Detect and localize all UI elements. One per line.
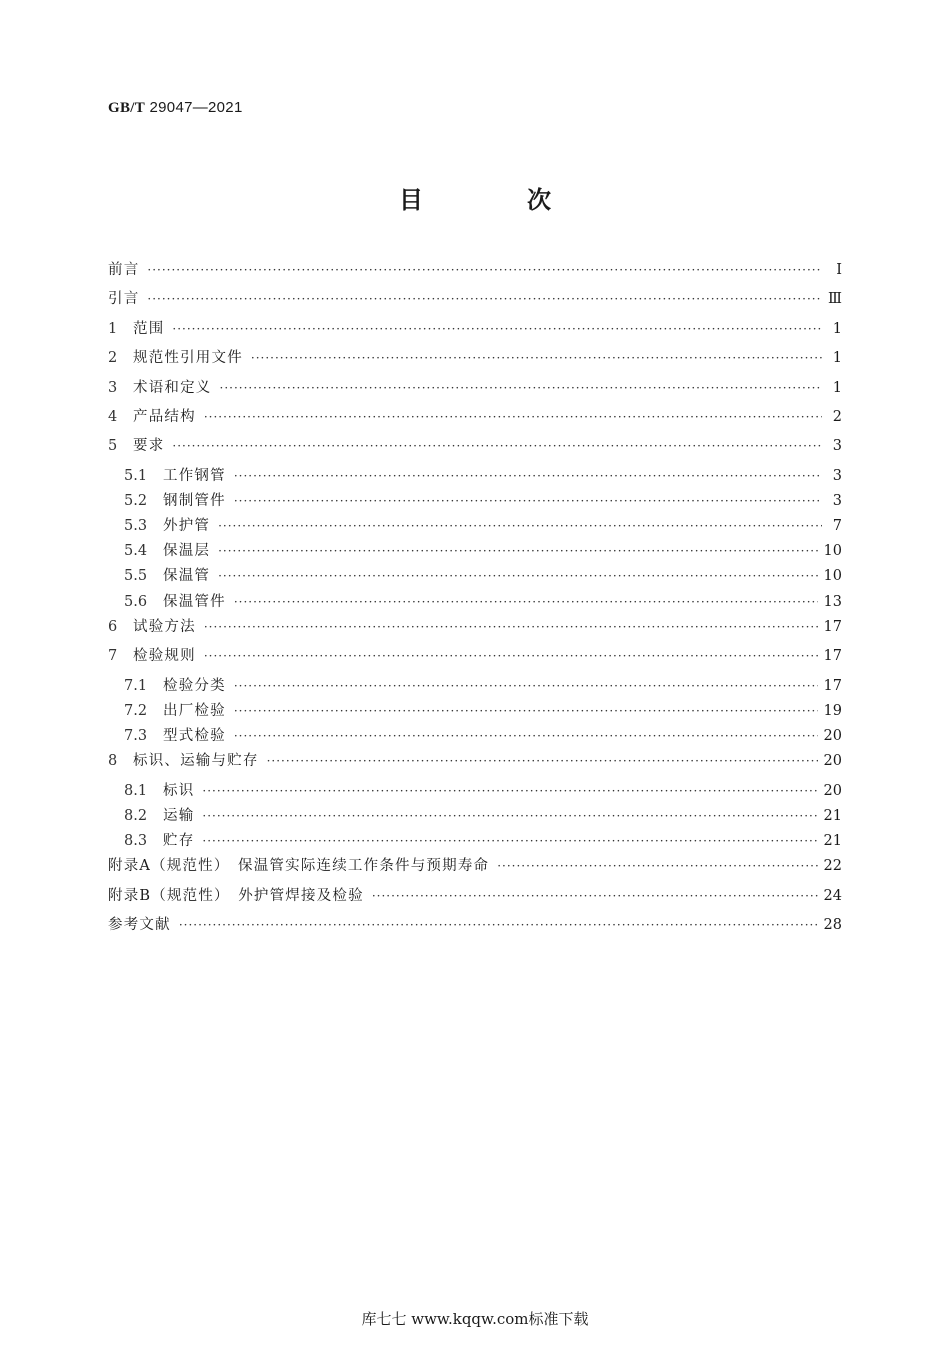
- toc-leader-dots: [218, 544, 817, 558]
- toc-entry-page: 22: [823, 858, 842, 875]
- toc-entry-page: 19: [823, 702, 842, 719]
- toc-entry-page: 10: [823, 543, 842, 560]
- toc-entry[interactable]: [108, 884, 842, 913]
- toc-leader-dots: [204, 620, 818, 634]
- toc-entry-label: 运输: [163, 807, 195, 824]
- toc-entry-number: 5.2: [124, 492, 148, 509]
- toc-entry-label: 贮存: [163, 832, 195, 849]
- toc-entry-number: 5.4: [124, 543, 148, 560]
- footer-watermark: 库七七 www.kqqw.com标准下载: [361, 1310, 589, 1328]
- toc-entry-page: 28: [823, 916, 842, 933]
- toc-entry[interactable]: [108, 317, 842, 346]
- toc-entry-label: 引言: [108, 291, 140, 308]
- toc-entry-label: 要求: [133, 438, 165, 455]
- toc-entry-page: 10: [823, 568, 842, 585]
- toc-leader-dots: [234, 704, 818, 718]
- toc-entry-label: 前言: [108, 262, 140, 278]
- toc-entry[interactable]: [108, 749, 842, 778]
- toc-entry-page: 17: [823, 618, 842, 635]
- toc-entry-page: 17: [823, 677, 842, 694]
- toc-entry-label: 范围: [133, 320, 165, 337]
- toc-entry-label: 型式检验: [163, 728, 226, 745]
- toc-entry-number: 1: [108, 320, 118, 337]
- toc-entry-page: 21: [823, 807, 842, 824]
- toc-leader-dots: [202, 834, 817, 848]
- toc-entry[interactable]: [108, 489, 842, 514]
- toc-leader-dots: [147, 292, 822, 306]
- toc-entry-page: 2: [832, 408, 842, 425]
- toc-entry-label: 试验方法: [133, 618, 196, 635]
- toc-leader-dots: [251, 351, 822, 365]
- toc-leader-dots: [179, 918, 818, 932]
- toc-leader-dots: [218, 519, 822, 533]
- toc-entry[interactable]: [108, 615, 842, 644]
- toc-entry[interactable]: [108, 913, 842, 942]
- toc-entry-number: 5.3: [124, 518, 148, 535]
- standard-code: [108, 99, 243, 117]
- toc-entry-number: 8.3: [124, 832, 148, 849]
- toc-entry-label: 检验分类: [163, 677, 226, 694]
- toc-entry[interactable]: [108, 674, 842, 699]
- toc-entry-label: 保温层: [163, 543, 211, 560]
- toc-entry-label: 规范性引用文件: [133, 350, 243, 367]
- toc-entry-page: 13: [823, 593, 842, 610]
- toc-leader-dots: [147, 263, 822, 277]
- toc-entry-number: 7.1: [124, 677, 148, 694]
- toc-entry-number: 7.2: [124, 702, 148, 719]
- toc-entry[interactable]: [108, 287, 842, 316]
- toc-entry-number: 2: [108, 350, 118, 367]
- toc-entry-label: 工作钢管: [163, 467, 226, 484]
- toc-entry-number: 4: [108, 408, 118, 425]
- toc-entry-number: 3: [108, 379, 118, 396]
- toc-entry-page: 20: [823, 782, 842, 799]
- toc-leader-dots: [172, 322, 822, 336]
- toc-entry-number: 5: [108, 438, 118, 455]
- toc-leader-dots: [204, 649, 818, 663]
- toc-leader-dots: [202, 784, 817, 798]
- toc-leader-dots: [234, 469, 822, 483]
- toc-entry-label: 参考文献: [108, 916, 171, 933]
- toc-entry-page: 20: [823, 753, 842, 770]
- toc-entry-number: 5.5: [124, 568, 148, 585]
- toc-entry[interactable]: [108, 724, 842, 749]
- toc-entry[interactable]: [108, 854, 842, 883]
- toc-leader-dots: [220, 381, 823, 395]
- toc-entry[interactable]: [108, 434, 842, 463]
- toc-entry-label: 外护管: [163, 518, 211, 535]
- toc-entry-number: 7: [108, 648, 118, 665]
- toc-entry-label: 钢制管件: [163, 492, 226, 509]
- toc-entry-number: 5.1: [124, 467, 148, 484]
- toc-entry-number: 8: [108, 753, 118, 770]
- toc-entry-page: 3: [832, 467, 842, 484]
- toc-entry-label: 保温管件: [163, 593, 226, 610]
- toc-entry[interactable]: [108, 644, 842, 673]
- toc-entry-label: 术语和定义: [133, 379, 212, 396]
- toc-leader-dots: [234, 595, 818, 609]
- toc-entry-number: 8.1: [124, 782, 148, 799]
- toc-leader-dots: [234, 679, 818, 693]
- toc-entry-label: 标识: [163, 782, 195, 799]
- toc-leader-dots: [234, 729, 818, 743]
- toc-entry-page: 1: [832, 379, 842, 396]
- toc-entry-label: 附录B（规范性） 外护管焊接及检验: [108, 887, 364, 904]
- toc-leader-dots: [172, 439, 822, 453]
- toc-entry[interactable]: [108, 258, 842, 287]
- toc-entry-number: 7.3: [124, 728, 148, 745]
- toc-leader-dots: [204, 410, 822, 424]
- toc-entry-page: 17: [823, 648, 842, 665]
- toc-leader-dots: [202, 809, 817, 823]
- toc-entry-page: Ⅰ: [836, 262, 842, 278]
- toc-entry-page: 1: [832, 320, 842, 337]
- toc-entry-page: 1: [832, 350, 842, 367]
- toc-entry-page: 24: [823, 887, 842, 904]
- toc-leader-dots: [267, 754, 818, 768]
- toc-entry-page: 21: [823, 832, 842, 849]
- standard-code-prefix: GB/T: [108, 100, 146, 116]
- toc-entry[interactable]: [108, 564, 842, 589]
- toc-leader-dots: [218, 569, 817, 583]
- toc-entry[interactable]: [108, 539, 842, 564]
- toc-entry-number: 5.6: [124, 593, 148, 610]
- toc-entry[interactable]: [108, 464, 842, 489]
- toc-entry[interactable]: [108, 699, 842, 724]
- standard-code-number: 29047—2021: [149, 99, 243, 116]
- toc-entry-page: 3: [832, 438, 842, 455]
- toc-entry-page: 7: [832, 518, 842, 535]
- toc-entry-label: 标识、运输与贮存: [133, 753, 259, 770]
- toc-leader-dots: [234, 494, 822, 508]
- toc-entry[interactable]: [108, 829, 842, 854]
- toc-entry-page: 20: [823, 728, 842, 745]
- toc-entry[interactable]: [108, 779, 842, 804]
- toc-leader-dots: [497, 859, 817, 873]
- toc-entry-label: 附录A（规范性） 保温管实际连续工作条件与预期寿命: [108, 858, 490, 875]
- toc-entry[interactable]: [108, 804, 842, 829]
- toc-entry[interactable]: [108, 514, 842, 539]
- toc-entry[interactable]: [108, 405, 842, 434]
- toc-entry-page: Ⅲ: [828, 291, 842, 308]
- toc-entry[interactable]: [108, 590, 842, 615]
- toc-entry-label: 检验规则: [133, 648, 196, 665]
- page-title: 目 次: [399, 186, 591, 214]
- table-of-contents: [108, 258, 842, 942]
- toc-entry[interactable]: [108, 376, 842, 405]
- toc-entry-number: 8.2: [124, 807, 148, 824]
- toc-entry-label: 保温管: [163, 568, 211, 585]
- toc-entry[interactable]: [108, 346, 842, 375]
- toc-entry-number: 6: [108, 618, 118, 635]
- toc-entry-label: 出厂检验: [163, 702, 226, 719]
- toc-leader-dots: [372, 889, 818, 903]
- toc-entry-page: 3: [832, 492, 842, 509]
- toc-entry-label: 产品结构: [133, 408, 196, 425]
